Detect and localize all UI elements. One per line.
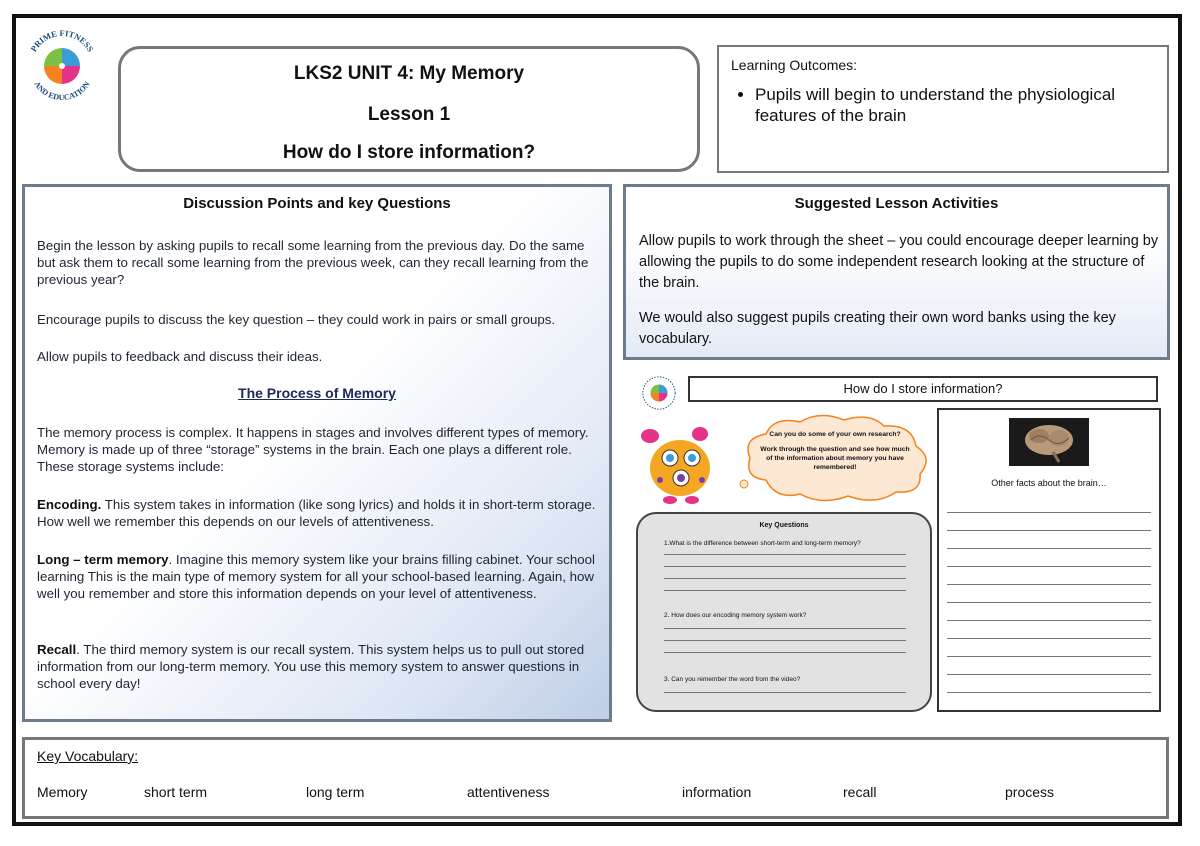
key-vocabulary-heading: Key Vocabulary: (37, 748, 139, 764)
activities-heading: Suggested Lesson Activities (794, 195, 999, 212)
lesson-question: How do I store information? (282, 142, 536, 163)
process-of-memory-heading: The Process of Memory (238, 385, 396, 401)
cloud-line-1: Can you do some of your own research? (769, 431, 901, 438)
vocab-word: Memory (37, 784, 88, 800)
lesson-title-box (118, 46, 700, 172)
facts-line (947, 674, 1151, 675)
answer-line (664, 692, 906, 693)
worksheet-preview (640, 370, 1165, 720)
activities-panel (623, 184, 1170, 360)
key-vocabulary-box (22, 737, 1169, 819)
vocab-word: long term (306, 784, 365, 800)
long-term-term: Long – term memory (37, 552, 169, 567)
vocab-word: information (682, 784, 752, 800)
key-question-2: 2. How does our encoding memory system work? (664, 612, 807, 619)
long-term-text: . Imagine this memory system like your brains filling cabinet. Your school learning This is the main type of memory system for all your school-based learning. Again, how well you remember and store this information depends on your level of attentiveness. (37, 552, 595, 601)
answer-line (664, 578, 906, 579)
recall-paragraph (37, 641, 597, 692)
facts-line (947, 602, 1151, 603)
brain-facts-box (937, 408, 1161, 712)
answer-line (664, 590, 906, 591)
answer-line (664, 628, 906, 629)
facts-line (947, 584, 1151, 585)
recall-term: Recall (37, 642, 77, 657)
recall-text: . The third memory system is our recall system. This system helps us to pull out stored information from our long-term memory. You use this memory system to answer questions in school every day! (37, 642, 585, 691)
encoding-term: Encoding. (37, 497, 102, 512)
logo-top-text: PRIME FITNESS (28, 27, 96, 54)
answer-line (664, 640, 906, 641)
key-questions-box (636, 512, 932, 712)
encoding-paragraph (37, 496, 597, 530)
key-question-1: 1.What is the difference between short-term and long-term memory? (664, 540, 861, 547)
facts-line (947, 692, 1151, 693)
lesson-number: Lesson 1 (367, 104, 451, 125)
worksheet-title: How do I store information? (688, 376, 1158, 402)
key-question-3: 3. Can you remember the word from the video? (664, 676, 801, 683)
unit-title: LKS2 UNIT 4: My Memory (293, 63, 525, 84)
monster-illustration (640, 424, 732, 506)
answer-line (664, 566, 906, 567)
answer-line (664, 652, 906, 653)
discussion-heading: Discussion Points and key Questions (183, 195, 451, 212)
discussion-paragraph: Allow pupils to feedback and discuss their ideas. (37, 349, 323, 364)
facts-line (947, 512, 1151, 513)
vocab-word: recall (843, 784, 877, 800)
discussion-paragraph: Encourage pupils to discuss the key question – they could work in pairs or small groups. (37, 312, 556, 327)
memory-process-paragraph: The memory process is complex. It happens in stages and involves different types of memory. Memory is made up of three “storage” systems in the brain. Each one plays a different role. These storage systems include: (37, 425, 589, 474)
activities-paragraph: We would also suggest pupils creating their own word banks using the key vocabulary. (639, 310, 1116, 347)
mini-logo-icon (640, 374, 678, 412)
learning-outcomes-heading: Learning Outcomes: (731, 57, 858, 73)
key-questions-heading: Key Questions (759, 522, 809, 529)
prime-fitness-logo (22, 26, 102, 106)
answer-line (664, 554, 906, 555)
long-term-paragraph (37, 551, 597, 602)
facts-line (947, 638, 1151, 639)
cloud-line-2: Work through the question and see how much of the information about memory you have remembered! (760, 446, 910, 471)
activities-paragraph: Allow pupils to work through the sheet – you could encourage deeper learning by allowing the pupils to do some independent research looking at the structure of the brain. (639, 233, 1159, 291)
facts-line (947, 656, 1151, 657)
discussion-paragraph: Begin the lesson by asking pupils to recall some learning from the previous day. Do the same but ask them to recall some learning from the previous week, can they recall learning from the previous year? (37, 238, 589, 287)
learning-outcomes-list (731, 84, 1165, 126)
facts-line (947, 566, 1151, 567)
logo-bottom-text: AND EDUCATION (32, 79, 92, 103)
learning-outcomes-box (717, 45, 1169, 173)
vocab-word: attentiveness (467, 784, 550, 800)
learning-outcome-item: • Pupils will begin to understand the physiological features of the brain (755, 84, 1165, 126)
brain-image (1009, 418, 1089, 466)
encoding-text: This system takes in information (like song lyrics) and holds it in short-term storage. How well we remember this depends on our levels of attentiveness. (37, 497, 596, 529)
facts-line (947, 620, 1151, 621)
discussion-panel (22, 184, 612, 722)
vocab-word: process (1005, 784, 1055, 800)
facts-line (947, 548, 1151, 549)
facts-line (947, 530, 1151, 531)
brain-facts-heading: Other facts about the brain… (991, 478, 1107, 488)
vocab-word: short term (144, 784, 208, 800)
thought-cloud-text (758, 430, 912, 472)
